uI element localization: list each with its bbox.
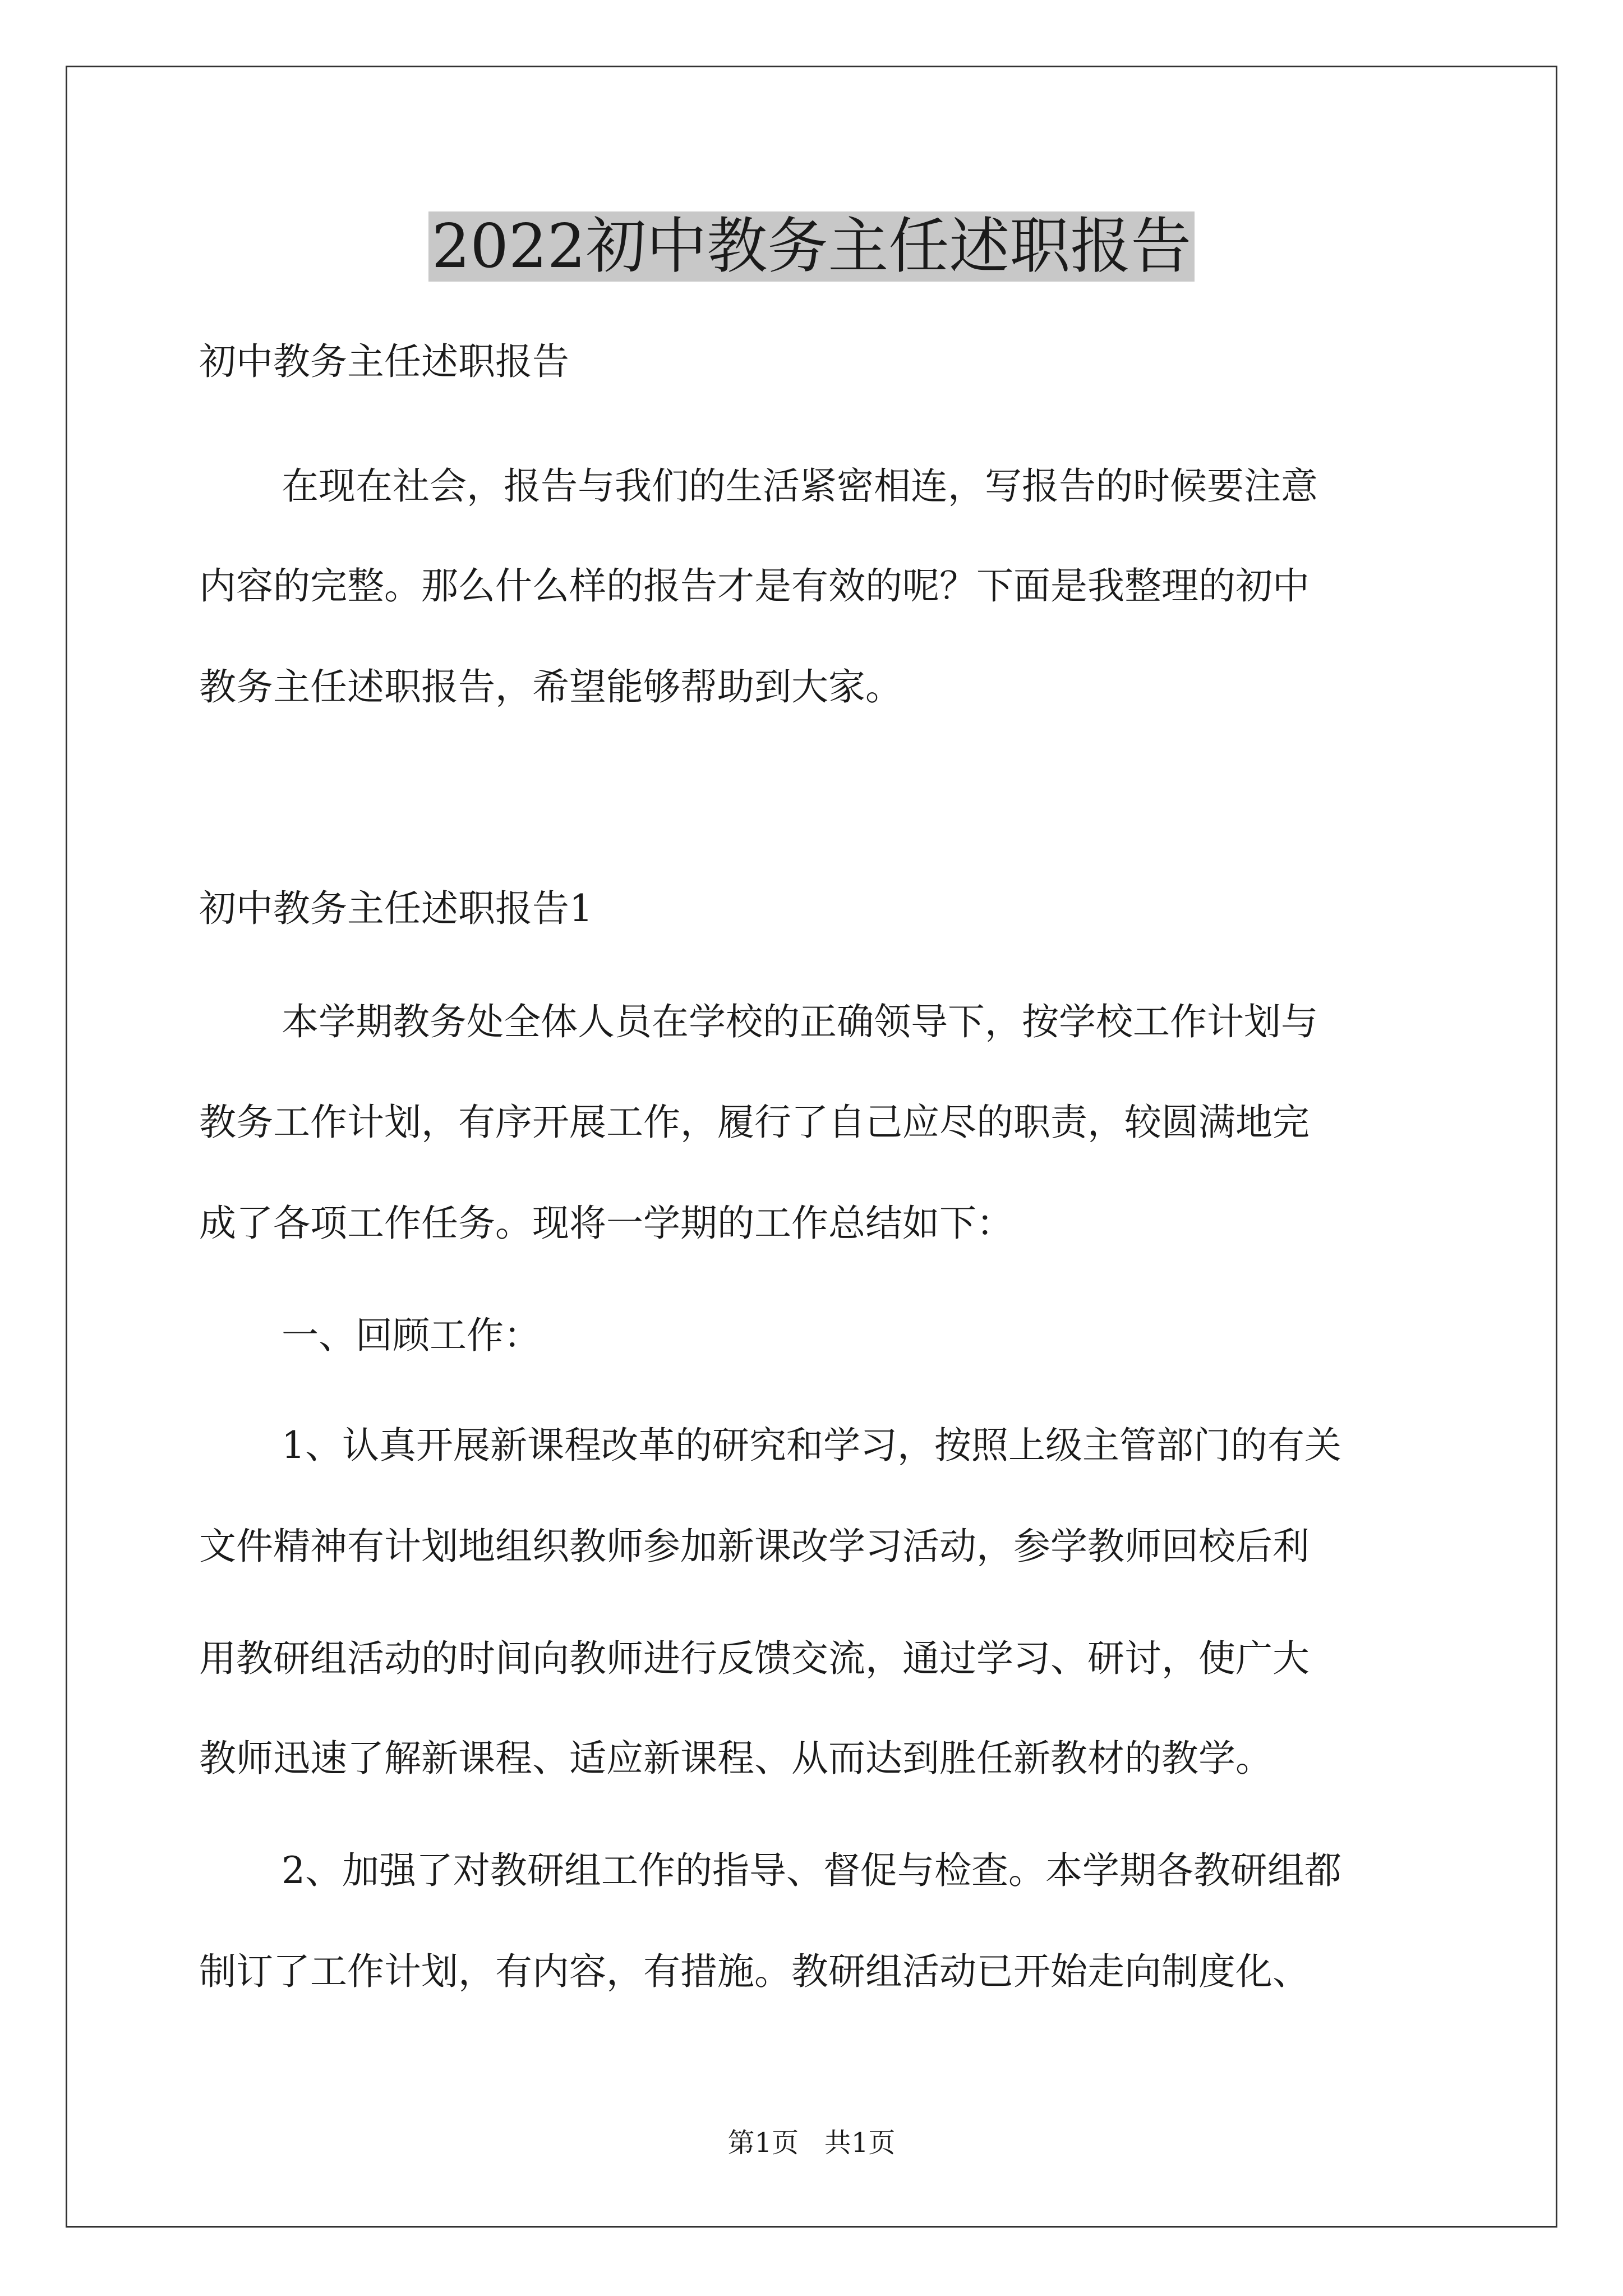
section-heading: 初中教务主任述职报告1 bbox=[199, 887, 593, 930]
paragraph-line: 教务工作计划，有序开展工作，履行了自己应尽的职责，较圆满地完 bbox=[199, 1101, 1310, 1144]
paragraph-line: 2、加强了对教研组工作的指导、督促与检查。本学期各教研组都 bbox=[282, 1849, 1341, 1892]
paragraph-line: 1、认真开展新课程改革的研究和学习，按照上级主管部门的有关 bbox=[282, 1424, 1341, 1467]
document-title-text: 2022初中教务主任述职报告 bbox=[428, 211, 1195, 282]
paragraph-line: 在现在社会，报告与我们的生活紧密相连，写报告的时候要注意 bbox=[282, 464, 1318, 508]
paragraph-line: 本学期教务处全体人员在学校的正确领导下，按学校工作计划与 bbox=[282, 1000, 1318, 1043]
paragraph-line: 用教研组活动的时间向教师进行反馈交流，通过学习、研讨，使广大 bbox=[199, 1637, 1310, 1680]
paragraph-line: 一、回顾工作： bbox=[282, 1314, 541, 1357]
subtitle-line: 初中教务主任述职报告 bbox=[199, 340, 569, 383]
paragraph-line: 教师迅速了解新课程、适应新课程、从而达到胜任新教材的教学。 bbox=[199, 1737, 1272, 1780]
page-footer: 第1页 共1页 bbox=[727, 2127, 896, 2159]
paragraph-line: 制订了工作计划，有内容，有措施。教研组活动已开始走向制度化、 bbox=[199, 1950, 1310, 1993]
paragraph-line: 教务主任述职报告，希望能够帮助到大家。 bbox=[199, 665, 902, 708]
document-title bbox=[0, 208, 1623, 286]
paragraph-line: 内容的完整。那么什么样的报告才是有效的呢？下面是我整理的初中 bbox=[199, 564, 1310, 608]
paragraph-line: 成了各项工作任务。现将一学期的工作总结如下： bbox=[199, 1202, 1013, 1245]
paragraph-line: 文件精神有计划地组织教师参加新课改学习活动，参学教师回校后利 bbox=[199, 1525, 1310, 1568]
